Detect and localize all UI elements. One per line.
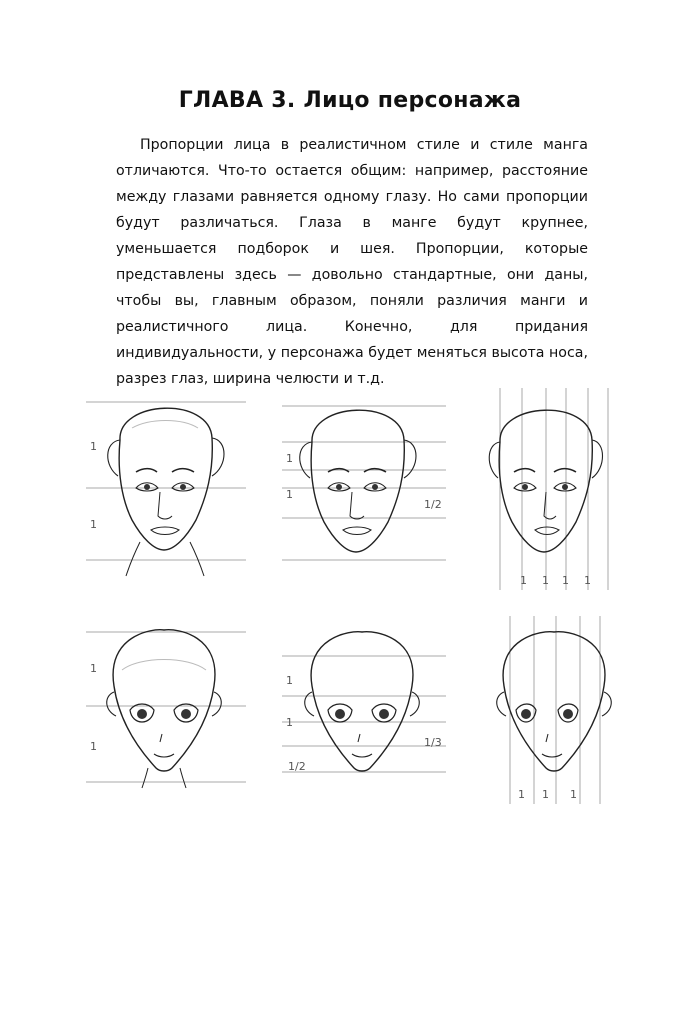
proportion-label: 1/2	[288, 760, 306, 773]
manga-face-front	[86, 630, 246, 788]
proportion-label: 1	[542, 574, 549, 587]
proportion-label: 1	[286, 674, 293, 687]
proportion-label: 1	[518, 788, 525, 801]
proportion-label: 1	[542, 788, 549, 801]
face-proportions-figure	[0, 380, 700, 810]
proportion-label: 1	[286, 488, 293, 501]
manga-face-vertical-proportions	[497, 616, 612, 804]
realistic-face-front	[86, 402, 246, 576]
manga-face-horizontal-proportions	[282, 632, 446, 773]
proportion-label: 1	[584, 574, 591, 587]
proportion-label: 1	[90, 440, 97, 453]
proportion-label: 1	[90, 518, 97, 531]
realistic-face-horizontal-proportions	[282, 406, 446, 560]
proportion-label: 1	[570, 788, 577, 801]
proportion-label: 1	[286, 716, 293, 729]
chapter-title: ГЛАВА 3. Лицо персонажа	[178, 88, 522, 113]
realistic-face-vertical-proportions	[489, 388, 608, 590]
proportion-label: 1	[520, 574, 527, 587]
intro-paragraph: Пропорции лица в реалистичном стиле и стиле манга отличаются. Что-то остается общим: например, расстояние между глазами равняется одному глазу. Но сами пропорции будут различаться. Глаза в манге будут крупнее, уменьшается подборок и шея. Пропорции, которые представлены здесь — довольно стандартные, они даны, чтобы вы, главным образом, поняли различия манги и реалистичного лица. Конечно, для придания индивидуальности, у персонажа будет меняться высота носа, разрез глаз, ширина челюсти и т.д.	[116, 137, 588, 387]
proportion-label: 1/3	[424, 736, 442, 749]
proportion-label: 1	[90, 740, 97, 753]
proportion-label: 1	[562, 574, 569, 587]
proportion-label: 1	[90, 662, 97, 675]
proportion-label: 1	[286, 452, 293, 465]
proportion-label: 1/2	[424, 498, 442, 511]
